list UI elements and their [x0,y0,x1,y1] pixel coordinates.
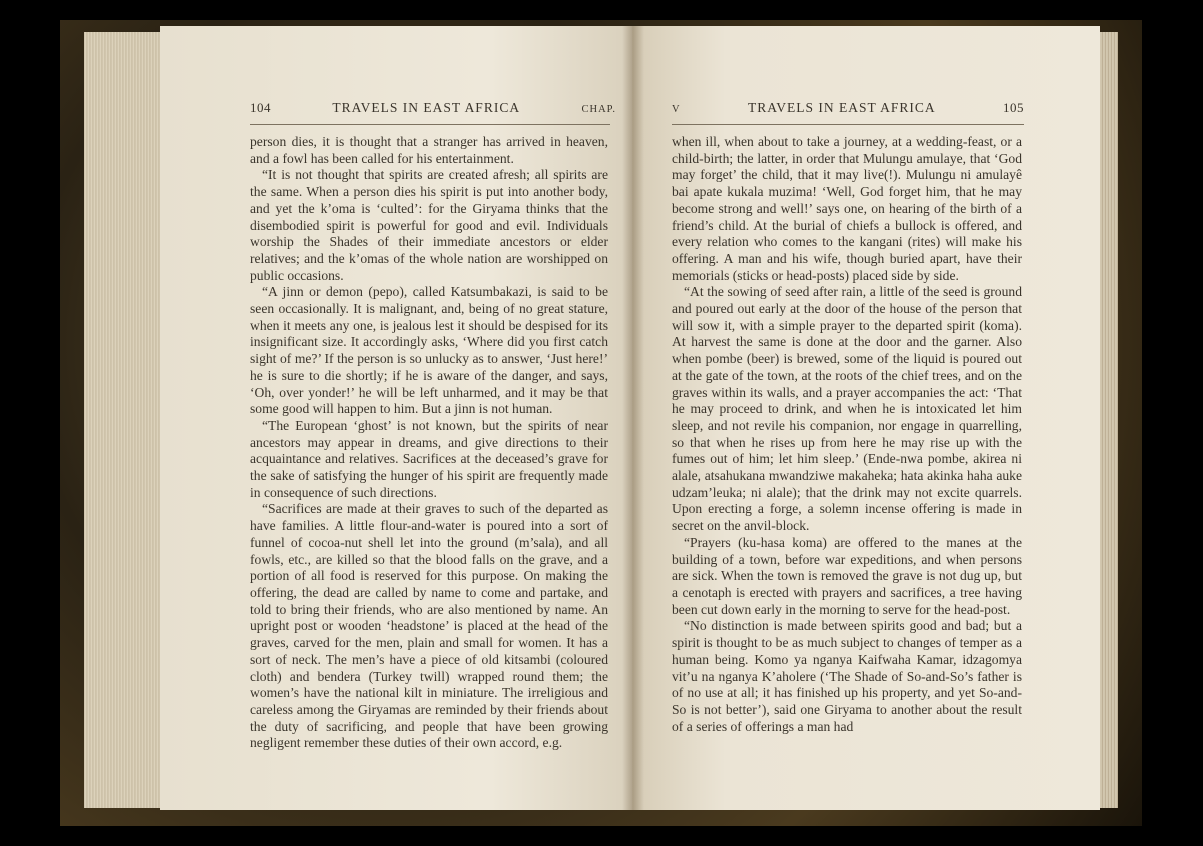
paragraph: person dies, it is thought that a stranger has arrived in heaven, and a fowl has been called for his entertainment. [250,134,608,166]
left-page-header [250,100,616,122]
chapter-label: V [672,104,681,115]
paragraph: “No distinction is made between spirits good and bad; but a spirit is thought to be as much subject to changes of temper as a human being. Komo ya nganya Kaifwaha Kamar, idzagomya vit’u na nganya K’aholere (‘The Shade of So-and-So’s father is of no use at all; it has finished up his property, and yet So-and-So is not better’), said one Giryama to another about the result of a series of offerings a man had [672,618,1022,734]
paragraph: “Sacrifices are made at their graves to such of the departed as have families. A little flour-and-water is poured into a sort of funnel of cocoa-nut shell let into the ground (m’sala), and all fowls, etc., are killed so that the blood falls on the grave, and a portion of all food is reserved for this purpose. On making the offering, the dead are called by name to come and partake, and told to bring their friends, who are also mentioned by name. An upright post or wooden ‘headstone’ is placed at the head of the graves, carved for the men, plain and small for women. It has a sort of neck. The men’s have a piece of old kitsambi (coloured cloth) and bendera (Turkey twill) wrapped round them; the women’s have the national kilt in miniature. The irreligious and careless among the Giryamas are reminded by their friends about the duty of sacrificing, and people that have been growing negligent remember these duties of their own accord, e.g. [250,501,608,751]
paragraph: “At the sowing of seed after rain, a little of the seed is ground and poured out early at the door of the house of the person that will sow it, with a simple prayer to the departed spirit (koma). At harvest the same is done at the door and the garner. Also when pombe (beer) is brewed, some of the liquid is poured out at the gate of the town, at the roots of the chief trees, and on the graves within its walls, and a prayer accompanies the act: ‘That he may proceed to drink, and when he is intoxicated let him sleep, and not revile his companion, nor engage in quarrelling, so that when he rises up from here he may rise up with the fumes out of him; let him sleep.’ (Ende-nwa pombe, akirea ni alale, atsahukana mwandziwe makaheka; hata akinka haha auke udzam’leuka; ni alale); that the drink may not excite quarrels. Upon erecting a forge, a solemn incense offering is made in secret on the anvil-block. [672,284,1022,534]
header-rule [250,124,610,125]
chapter-label: CHAP. [581,104,616,115]
book-gutter [622,26,644,810]
right-page-header [672,100,1024,122]
paragraph: “A jinn or demon (pepo), called Katsumbakazi, is said to be seen occasionally. It is malignant, and, being of no great stature, when it meets any one, is jealous lest it should be despised for its insignificant size. It accordingly asks, ‘Where did you first catch sight of me?’ If the person is so unlucky as to answer, ‘Just here!’ he is sure to die shortly; if he is aware of the danger, and says, ‘Oh, over yonder!’ he will be left unharmed, and it may be that some good will happen to him. But a jinn is not human. [250,284,608,417]
paragraph: “The European ‘ghost’ is not known, but the spirits of near ancestors may appear in dreams, and give directions to their acquaintance and relatives. Sacrifices at the deceased’s grave for the sake of satisfying the hunger of his spirit are frequently made in consequence of such directions. [250,417,608,500]
running-head: TRAVELS IN EAST AFRICA [747,100,936,115]
right-page [632,26,1100,810]
running-head: TRAVELS IN EAST AFRICA [332,100,521,115]
left-page [160,26,632,810]
paragraph: “It is not thought that spirits are created afresh; all spirits are the same. When a person dies his spirit is put into another body, and yet the k’oma is ‘culted’: for the Giryama thinks that the disembodied spirit is powerful for good and evil. Individuals worship the Shades of their immediate ancestors or elder relatives; and the k’omas of the whole nation are worshipped on public occasions. [250,167,608,283]
paragraph: “Prayers (ku-hasa koma) are offered to the manes at the building of a town, before war expeditions, and when persons are sick. When the town is removed the grave is not dug up, but a cenotaph is erected with prayers and sacrifices, a tree having been cut down early in the morning to serve for the head-post. [672,534,1022,617]
right-page-body [672,134,1022,735]
page-number: 104 [250,100,271,115]
header-rule [672,124,1024,125]
left-page-body [250,134,608,752]
page-number: 105 [1003,100,1024,115]
paragraph: when ill, when about to take a journey, at a wedding-feast, or a child-birth; the latter, in order that Mulungu amulaye, that ‘God may forget’ the child, that it may live(!). Mulungu ni amulayê bai apate kukala muzima! ‘Well, God forget him, that he may become strong and well!’ says one, on hearing of the birth of a friend’s child. At the burial of chiefs a bullock is offered, and every relation who comes to the kangani (rites) will make his offering. A man and his wife, though buried apart, have their memorials (sticks or head-posts) placed side by side. [672,134,1022,283]
